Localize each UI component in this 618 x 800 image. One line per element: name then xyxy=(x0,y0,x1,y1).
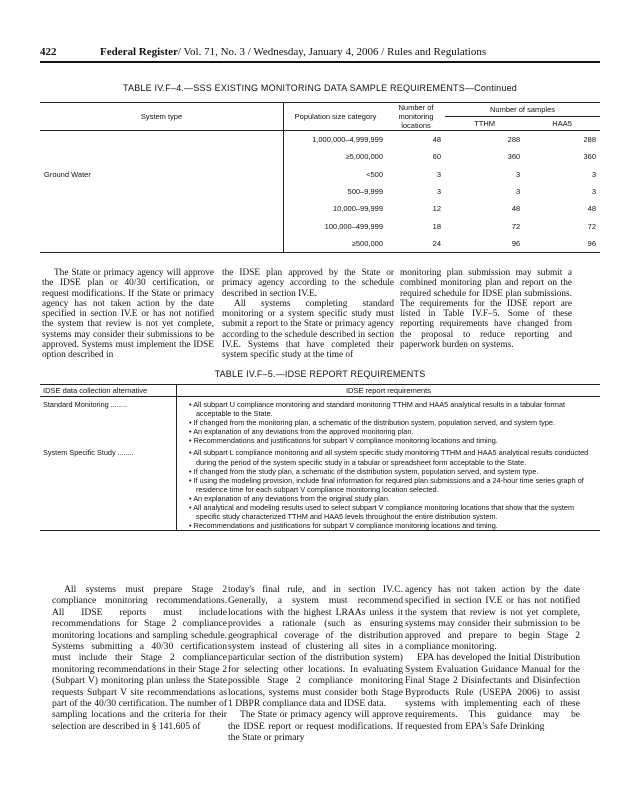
paragraph: today's final rule, and in section IV.C. Generally, a system must recommend locations with the highest LRAAs unless it provides a rationale (such as ensuring geographical coverage of the distribution system instead of clustering all sites in a particular section of the distribution system) for selecting other locations. In evaluating possible Stage 2 compliance monitoring locations, systems must consider both Stage 1 DBPR compliance data and IDSE data. xyxy=(228,584,403,710)
paragraph: All systems must prepare Stage 2 compliance monitoring recommendations. All IDSE reports must include recommendations for Stage 2 compliance monitoring locations and sampling schedule. Systems submitting a 40/30 certification must include their Stage 2 compliance monitoring recommendations in their Stage 2 (Subpart V) monitoring plan unless the State requests Subpart V site recommendations as part of the 40/30 certification. The number of sampling locations and the criteria for their selection are described in § 141.605 of xyxy=(52,584,227,732)
haa5-cell: 288 xyxy=(583,135,596,145)
requirement-item: • If changed from the monitoring plan, a schematic of the distribution system, population served, and system type. xyxy=(189,418,597,427)
locations-cell: 24 xyxy=(432,238,441,248)
thm-cell: 96 xyxy=(511,238,521,248)
empty-cell xyxy=(40,148,284,165)
locations-cell: 12 xyxy=(432,204,441,214)
header-thm: TTHM xyxy=(445,117,524,131)
population-cell: ≥5,000,000 xyxy=(284,148,388,165)
table-row xyxy=(40,166,600,183)
population-cell: 10,000–99,999 xyxy=(284,200,388,217)
locations-cell: 3 xyxy=(436,187,441,197)
page-number: 422 xyxy=(40,46,57,58)
population-cell: ≥500,000 xyxy=(284,235,388,253)
locations-cell: 60 xyxy=(432,152,441,162)
locations-cell: 3 xyxy=(436,169,441,179)
paragraph: agency has not taken action by the date specified in section IV.E or has not notified the system that review is not yet complete, systems may consider their submission to be approved and prepare to begin Stage 2 compliance monitoring. xyxy=(405,584,580,653)
haa5-cell: 3 xyxy=(591,187,596,197)
requirement-item: • An explanation of any deviations from the approved monitoring plan. xyxy=(189,427,597,436)
paragraph: The State or primacy agency will approve the IDSE plan or 40/30 certification, or request modifications. If the State or primacy agency has not taken action by the date specified in section IV.E or has not notified the system that review is not yet complete, systems may consider their submissions to be approved. Systems must implement the IDSE option described in xyxy=(42,268,214,361)
haa5-cell: 48 xyxy=(587,204,596,214)
table2 xyxy=(40,384,600,531)
thm-cell: 3 xyxy=(516,187,521,197)
body-column-5 xyxy=(228,584,403,744)
alternative-cell: System Specific Study ........ xyxy=(43,448,134,458)
population-cell: 100,000–499,999 xyxy=(284,217,388,234)
alternative-label: System Specific Study xyxy=(43,448,116,458)
table-row xyxy=(40,235,600,253)
system-type-cell: Ground Water xyxy=(44,169,91,179)
paragraph: The State or primacy agency will approve the IDSE report or request modifications. If the State or primary xyxy=(228,709,403,744)
requirement-item: • Recommendations and justifications for subpart V compliance monitoring locations and timing. xyxy=(189,436,597,445)
empty-cell xyxy=(40,235,284,253)
empty-cell xyxy=(40,131,284,149)
empty-cell xyxy=(40,183,284,200)
header-alternative: IDSE data collection alternative xyxy=(40,385,177,397)
haa5-cell: 3 xyxy=(591,169,596,179)
table-row xyxy=(40,131,600,149)
population-cell: <500 xyxy=(284,166,388,183)
table-row xyxy=(40,397,600,446)
requirement-item: • If changed from the study plan, a schematic of the distribution system, population served, and system type. xyxy=(189,467,597,476)
table1 xyxy=(40,102,600,253)
haa5-cell: 360 xyxy=(583,152,596,162)
header-locations: Number of monitoring locations xyxy=(387,103,445,131)
thm-cell: 48 xyxy=(511,204,521,214)
thm-cell: 3 xyxy=(516,169,521,179)
header-rule xyxy=(40,61,600,63)
requirements-cell xyxy=(177,397,601,446)
requirement-item: • If using the modeling provision, include final information for required plan submissions and a 24-hour time series graph of residence time for each subpart V compliance monitoring location selected. xyxy=(189,476,597,494)
running-header xyxy=(40,46,600,58)
paragraph: monitoring plan submission may submit a combined monitoring plan and report on the required schedule for IDSE plan submissions. The requirements for the IDSE report are listed in Table IV.F–5. Some of these reporting requirements have changed from the proposal to reduce reporting and paperwork burden on systems. xyxy=(400,268,572,351)
header-requirements: IDSE report requirements xyxy=(177,385,601,397)
population-cell: 500–9,999 xyxy=(284,183,388,200)
table-row xyxy=(40,217,600,234)
table2-title: TABLE IV.F–5.—IDSE REPORT REQUIREMENTS xyxy=(214,369,426,379)
table1-title: TABLE IV.F–4.—SSS EXISTING MONITORING DATA SAMPLE REQUIREMENTS—Continued xyxy=(122,83,517,93)
paragraph: the IDSE plan approved by the State or primacy agency according to the schedule described in section IV.E. xyxy=(222,268,394,299)
body-column-3 xyxy=(400,268,572,350)
table-row xyxy=(40,148,600,165)
publication-title: Federal Register xyxy=(100,46,178,58)
header-population: Population size category xyxy=(284,103,388,131)
paragraph: EPA has developed the Initial Distribution System Evaluation Guidance Manual for the Final Stage 2 Disinfectants and Disinfection Byproducts Rule (USEPA 2006) to assist systems with implementing each of these requirements. This guidance may be requested from EPA's Safe Drinking xyxy=(405,652,580,732)
paragraph: All systems completing standard monitoring or a system specific study must submit a report to the State or primacy agency according to the schedule described in section IV.E. Systems that have completed their system specific study at the time of xyxy=(222,298,394,361)
empty-cell xyxy=(40,200,284,217)
empty-cell xyxy=(40,217,284,234)
requirement-item: • An explanation of any deviations from the original study plan. xyxy=(189,494,597,503)
header-haa5: HAA5 xyxy=(524,117,600,131)
requirement-item: • All subpart U compliance monitoring and standard monitoring TTHM and HAA5 analytical results in a tabular format acceptable to the State. xyxy=(189,400,597,418)
haa5-cell: 96 xyxy=(587,238,596,248)
table-row xyxy=(40,183,600,200)
thm-cell: 72 xyxy=(511,221,521,231)
issue-details: / Vol. 71, No. 3 / Wednesday, January 4, 2006 / Rules and Regulations xyxy=(177,46,487,58)
thm-cell: 360 xyxy=(507,152,521,162)
alternative-label: Standard Monitoring xyxy=(43,400,109,409)
body-column-2 xyxy=(222,268,394,361)
requirement-item: • All analytical and modeling results used to select subpart V compliance monitoring locations that show that the system specific study characterized TTHM and HAA5 levels throughout the entire distribution system. xyxy=(189,503,597,521)
body-column-6 xyxy=(405,584,580,732)
body-column-1 xyxy=(42,268,214,361)
population-cell: 1,000,000–4,999,999 xyxy=(284,131,388,149)
requirements-cell xyxy=(177,445,601,530)
locations-cell: 48 xyxy=(432,135,441,145)
thm-cell: 288 xyxy=(507,135,521,145)
header-system-type: System type xyxy=(40,103,284,131)
table-row xyxy=(40,445,600,530)
haa5-cell: 72 xyxy=(587,221,596,231)
header-samples: Number of samples xyxy=(445,103,600,117)
alternative-cell: Standard Monitoring ........ xyxy=(43,400,127,409)
body-column-4 xyxy=(52,584,227,732)
requirement-item: • All subpart L compliance monitoring and all system specific study monitoring TTHM and HAA5 analytical results conducted during the period of the system specific study in a tabular or spreadsheet form acceptable to the State. xyxy=(189,448,597,466)
locations-cell: 18 xyxy=(432,221,441,231)
requirement-item: • Recommendations and justifications for subpart V compliance monitoring locations and timing. xyxy=(189,521,597,530)
table-row xyxy=(40,200,600,217)
